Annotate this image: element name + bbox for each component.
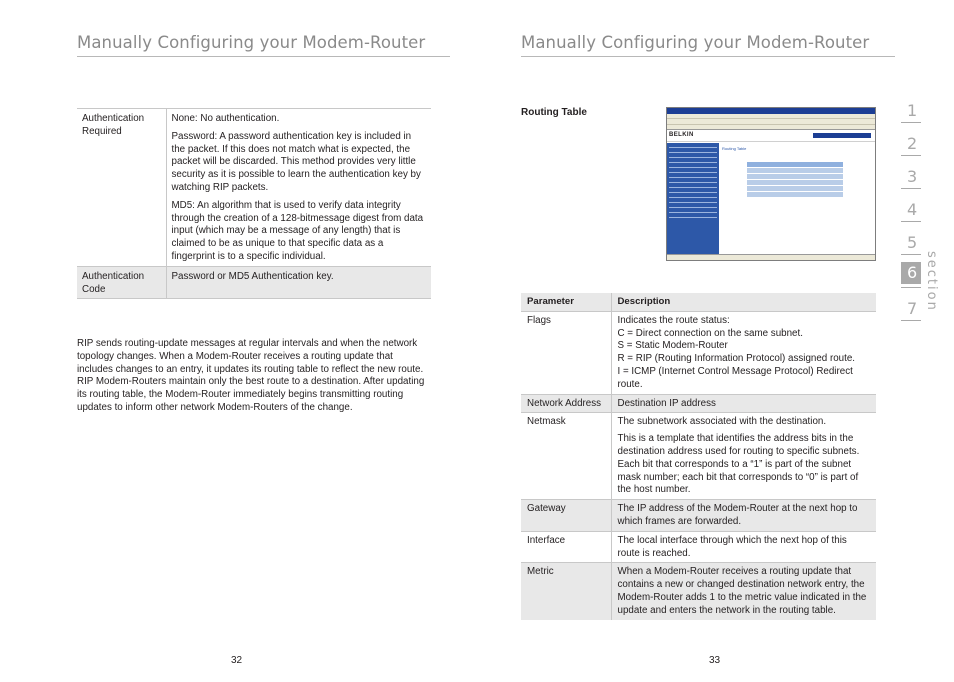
description-paragraph: When a Modem-Router receives a routing update that contains a new or changed destination network entry, the Modem-Router adds 1 to the metric value indicated in the update and enters the network in the routing table. <box>617 566 867 616</box>
table-row <box>521 500 876 532</box>
section-label: section <box>924 251 939 312</box>
parameter-table <box>521 293 876 620</box>
term-cell: Authentication Required <box>77 109 166 267</box>
description-cell <box>611 413 876 500</box>
section-number: 7 <box>907 299 918 318</box>
screenshot-header <box>667 130 875 142</box>
section-nav-item-2[interactable] <box>901 123 921 156</box>
term-cell: Authentication Code <box>77 266 166 299</box>
section-nav-item-6[interactable] <box>901 255 921 288</box>
table-row <box>521 413 876 500</box>
routing-table-screenshot <box>666 107 876 261</box>
description-paragraph: The local interface through which the next hop of this route is reached. <box>617 534 847 559</box>
description-paragraph: The IP address of the Modem-Router at the next hop to which frames are forwarded. <box>617 503 858 527</box>
header-parameter: Parameter <box>521 293 611 311</box>
definition-cell <box>166 266 431 299</box>
description-paragraph: Indicates the route status: C = Direct connection on the same subnet. S = Static Modem-Router R = RIP (Routing Information Protocol) assigned route. I = ICMP (Internet Control Message Protocol) Redirect route. <box>617 314 856 390</box>
section-number: 1 <box>907 101 918 120</box>
right-page-number: 33 <box>709 655 721 666</box>
routing-table-label: Routing Table <box>521 107 587 118</box>
parameter-cell: Interface <box>521 531 611 563</box>
authentication-table <box>77 108 431 299</box>
description-cell <box>611 531 876 563</box>
description-paragraph: The subnetwork associated with the destination. <box>617 416 827 428</box>
rip-description-paragraph: RIP sends routing-update messages at regular intervals and when the network topology changes. When a Modem-Router receives a routing update that includes changes to an entry, it updates its routing table to reflect the new route. RIP Modem-Routers maintain only the best route to a destination. After updating its routing table, the Modem-Router immediately begins transmitting routing updates to inform other network Modem-Routers of the change. <box>77 338 425 413</box>
right-title-rule <box>521 56 895 57</box>
table-row <box>521 563 876 620</box>
table-row <box>521 311 876 394</box>
description-cell <box>611 563 876 620</box>
parameter-cell: Flags <box>521 311 611 394</box>
definition-paragraph: Password or MD5 Authentication key. <box>171 270 334 282</box>
table-row <box>521 394 876 413</box>
left-title-rule <box>77 56 450 57</box>
description-paragraph: This is a template that identifies the address bits in the destination address used for routing to specific subnets. Each bit that corresponds to a “1” is part of the subnet mask number; each bit that corresponds to “0” is part of the host number. <box>617 433 860 496</box>
description-paragraph: Destination IP address <box>617 397 716 409</box>
right-page-title: Manually Configuring your Modem-Router <box>521 33 870 52</box>
screenshot-sidebar <box>667 143 719 256</box>
screenshot-heading: Routing Table <box>722 146 747 151</box>
section-number: 4 <box>907 200 918 219</box>
table-row <box>77 266 431 299</box>
section-number: 3 <box>907 167 918 186</box>
definition-paragraph: MD5: An algorithm that is used to verify data integrity through the creation of a 128-bitmessage digest from data input (which may be a message of any length) that is claimed to be as unique to that specific data as a fingerprint is to a specific individual. <box>171 199 424 262</box>
belkin-logo: BELKIN <box>669 132 694 138</box>
definition-cell <box>166 109 431 267</box>
section-number: 5 <box>907 233 918 252</box>
section-nav-item-4[interactable] <box>901 189 921 222</box>
header-description: Description <box>611 293 876 311</box>
screenshot-statusbar <box>667 254 875 260</box>
definition-paragraph: Password: A password authentication key is included in the packet. If this does not match what is expected, the packet will be discarded. This method provides very little security as it is possible to learn the authentication key by watching RIP packets. <box>171 130 421 193</box>
parameter-cell: Network Address <box>521 394 611 413</box>
screenshot-route-table <box>747 162 843 198</box>
section-nav-item-7[interactable] <box>901 288 921 321</box>
parameter-cell: Gateway <box>521 500 611 532</box>
screenshot-content <box>722 146 872 151</box>
section-nav-item-5[interactable] <box>901 222 921 255</box>
section-nav-item-1[interactable] <box>901 90 921 123</box>
section-nav-item-3[interactable] <box>901 156 921 189</box>
table-row <box>521 531 876 563</box>
section-nav <box>901 90 921 321</box>
left-page-number: 32 <box>231 655 243 666</box>
parameter-cell: Netmask <box>521 413 611 500</box>
section-number: 2 <box>907 134 918 153</box>
parameter-cell: Metric <box>521 563 611 620</box>
screenshot-top-nav <box>813 133 871 138</box>
section-number: 6 <box>901 262 921 284</box>
parameter-table-header <box>521 293 876 311</box>
left-page-title: Manually Configuring your Modem-Router <box>77 33 426 52</box>
description-cell <box>611 394 876 413</box>
table-row <box>77 109 431 267</box>
description-cell <box>611 311 876 394</box>
definition-paragraph: None: No authentication. <box>171 113 280 124</box>
description-cell <box>611 500 876 532</box>
